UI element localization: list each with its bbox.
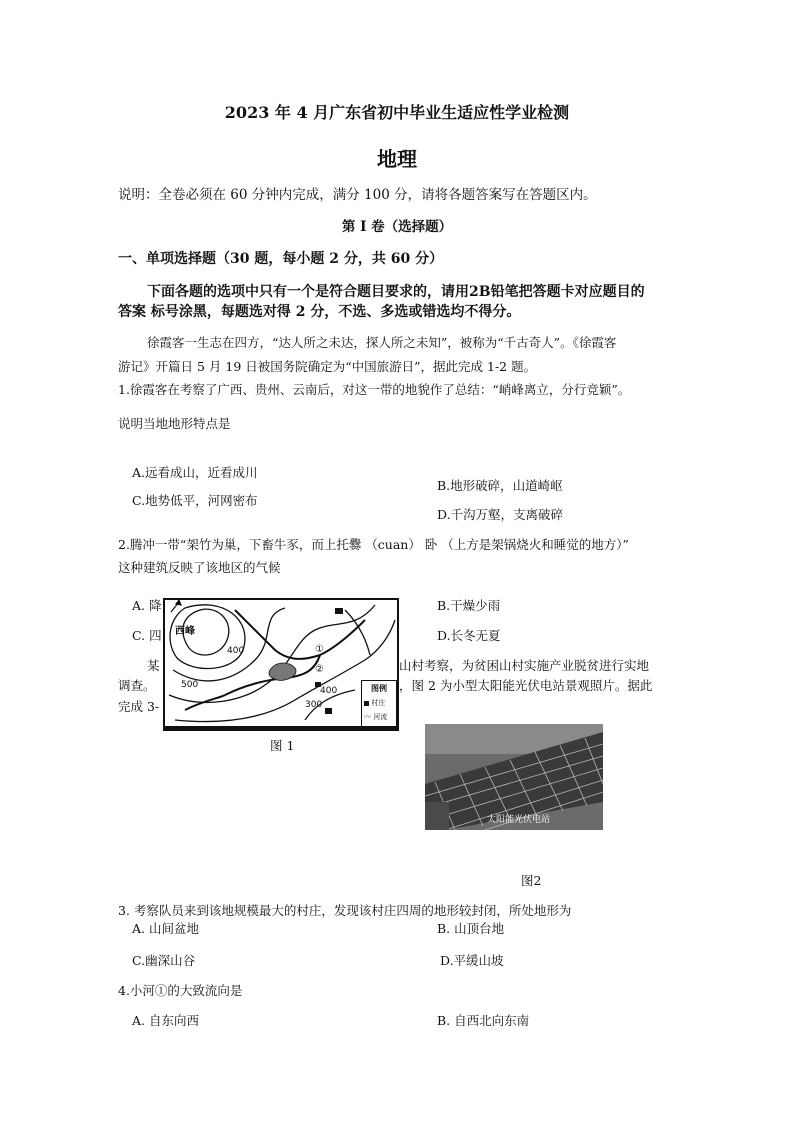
figure1-village-name: 西峰 [175,626,195,637]
figure1-caption: 图 1 [270,738,295,753]
figure1-contour-label: 300 [305,700,323,710]
figure2-photo-label: 太阳能光伏电站 [487,815,551,825]
figure1-legend-village: 村庄 [371,699,386,707]
q2-stem-line-1: 2.腾冲一带“架竹为巢，下畜牛豕，而上托爨 （cuan） 卧 （上方是架锅烧火和睡觉的地方）” [118,537,629,552]
figure1-legend [361,680,397,728]
figure1-map [163,598,399,730]
q1-option-b[interactable]: B.地形破碎，山道崎岖 [437,478,563,493]
passage2-line-2-right: ，图 2 为小型太阳能光伏电站景观照片。据此 [399,678,653,693]
instructions-line-2: 答案 标号涂黑，每题选对得 2 分，不选、多选或错选均不得分。 [118,304,521,320]
passage2-line-1-left: 某 [147,658,160,673]
figure1-legend-title: 图例 [371,684,387,693]
q4-option-a[interactable]: A. 自东向西 [132,1013,199,1028]
q1-stem-line-2: 说明当地地形特点是 [118,416,231,431]
q2-option-c[interactable]: C. 四 [132,628,162,643]
part-heading: 一、单项选择题（30 题，每小题 2 分，共 60 分） [118,251,444,267]
figure1-legend-river: 河流 [373,713,388,721]
river-symbol-icon: 〰 [364,713,371,721]
q3-stem: 3. 考察队员来到该地规模最大的村庄，发现该村庄四周的地形较封闭，所处地形为 [118,903,572,918]
q4-stem: 4.小河①的大致流向是 [118,983,243,998]
figure1-contour-label: 400 [320,686,338,696]
figure2-photo [425,724,603,830]
figure1-contour-label: 500 [181,680,199,690]
q3-option-a[interactable]: A. 山间盆地 [132,921,199,936]
q3-option-c[interactable]: C.幽深山谷 [132,953,196,968]
figure2-caption: 图2 [521,873,542,888]
q3-option-d[interactable]: D.平缓山坡 [440,953,504,968]
exam-title: 2023 年 4 月广东省初中毕业生适应性学业检测 [224,103,570,122]
passage2-line-3-left: 完成 3- [118,699,160,714]
figure1-contour-label: 400 [227,646,245,656]
q2-stem-line-2: 这种建筑反映了该地区的气候 [118,560,281,575]
q3-option-b[interactable]: B. 山顶台地 [437,921,505,936]
q2-option-a[interactable]: A. 降 [132,598,162,613]
figure1-legend-village-row [362,698,396,708]
q1-option-a[interactable]: A.远看成山，近看成川 [132,465,258,480]
figure1-river-mark: ② [315,664,324,675]
section-heading: 第 I 卷（选择题） [341,219,453,235]
village-symbol-icon [364,701,369,706]
q2-option-d[interactable]: D.长冬无夏 [437,628,501,643]
q2-option-b[interactable]: B.干燥少雨 [437,598,501,613]
subject-title: 地理 [377,147,417,171]
exam-note: 说明：全卷必须在 60 分钟内完成，满分 100 分，请将各题答案写在答题区内。 [118,187,597,203]
q4-option-b[interactable]: B. 自西北向东南 [437,1013,530,1028]
figure1-frame-base [163,726,399,731]
passage1-line-1: 徐霞客一生志在四方，“达人所之未达，探人所之未知”，被称为“千古奇人”。《徐霞客 [147,335,617,350]
instructions-line-1: 下面各题的选项中只有一个是符合题目要求的，请用2B铅笔把答题卡对应题目的 [147,284,645,300]
q1-stem-line-1: 1.徐霞客在考察了广西、贵州、云南后，对这一带的地貌作了总结：“峭峰离立，分行竞颖”。 [118,382,631,397]
passage1-line-2: 游记》开篇日 5 月 19 日被国务院确定为“中国旅游日”，据此完成 1-2 题。 [118,359,537,374]
figure1-river-mark: ① [315,644,324,655]
passage2-line-2-left: 调查。 [118,678,156,693]
figure1-legend-river-row [362,712,396,722]
q1-option-c[interactable]: C.地势低平，河网密布 [132,493,258,508]
q1-option-d[interactable]: D.千沟万壑，支离破碎 [437,507,564,522]
passage2-line-1-right: 山村考察，为贫困山村实施产业脱贫进行实地 [399,658,650,673]
